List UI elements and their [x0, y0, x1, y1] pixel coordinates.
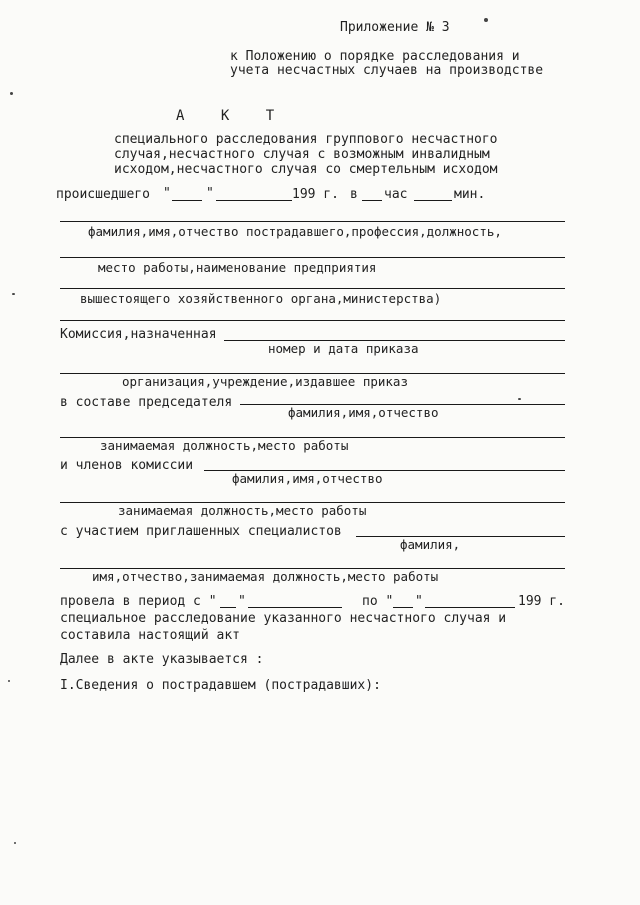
reference-line-2: учета несчастных случаев на производстве	[230, 63, 544, 78]
chairman-name-caption: фамилия,имя,отчество	[288, 405, 439, 420]
chairman-position-caption: занимаемая должность,место работы	[100, 438, 349, 453]
quote-close: "	[206, 186, 214, 201]
hour-blank[interactable]	[362, 200, 382, 201]
scan-speck	[10, 92, 13, 95]
hours-label: час	[384, 187, 408, 202]
minutes-label: мин.	[454, 187, 486, 202]
month-blank[interactable]	[216, 200, 292, 201]
commission-label: Комиссия,назначенная	[60, 327, 217, 342]
specialists-details-caption: имя,отчество,занимаемая должность,место работы	[92, 569, 439, 584]
period-year: 199 г.	[518, 594, 565, 609]
scan-speck	[12, 293, 15, 295]
ministry-line[interactable]	[60, 288, 565, 289]
title-line-3: исходом,несчастного случая со смертельным исходом	[114, 162, 498, 177]
period-start-day-blank[interactable]	[220, 607, 236, 608]
period-end-month-blank[interactable]	[425, 607, 515, 608]
appendix-label: Приложение № 3	[340, 20, 450, 35]
specialists-label: с участием приглашенных специалистов	[60, 524, 342, 539]
period-line-3: составила настоящий акт	[60, 628, 241, 643]
victim-name-line[interactable]	[60, 221, 565, 222]
scan-speck	[14, 842, 16, 844]
order-caption: номер и дата приказа	[268, 341, 419, 356]
reference-line-1: к Положению о порядке расследования и	[230, 49, 520, 64]
org-caption: организация,учреждение,издавшее приказ	[122, 374, 408, 389]
quote-open: "	[163, 186, 171, 201]
document-title: А К Т	[176, 108, 289, 124]
period-quote-1: "	[238, 594, 246, 609]
title-line-2: случая,несчастного случая с возможным инвалидным	[114, 147, 490, 162]
year-label: 199 г.	[292, 187, 339, 202]
workplace-line[interactable]	[60, 257, 565, 258]
specialists-name-caption: фамилия,	[400, 537, 461, 552]
title-line-1: специального расследования группового несчастного	[114, 132, 498, 147]
ministry-caption: вышестоящего хозяйственного органа,министерства)	[80, 291, 442, 306]
period-line-2: специальное расследование указанного несчастного случая и	[60, 611, 507, 626]
members-position-caption: занимаемая должность,место работы	[118, 503, 367, 518]
period-text: провела в период с "	[60, 594, 217, 609]
members-name-caption: фамилия,имя,отчество	[232, 471, 383, 486]
chairman-label: в составе председателя	[60, 395, 233, 410]
period-po: по "	[362, 594, 394, 609]
period-start-month-blank[interactable]	[248, 607, 342, 608]
minutes-blank[interactable]	[414, 200, 452, 201]
blank-line-a[interactable]	[60, 320, 565, 321]
incident-label: происшедшего	[56, 187, 150, 202]
members-label: и членов комиссии	[60, 458, 194, 473]
section-1-heading: I.Сведения о пострадавшем (пострадавших):	[60, 678, 381, 693]
day-blank[interactable]	[172, 200, 202, 201]
scan-speck	[518, 398, 521, 400]
period-quote-2: "	[415, 594, 423, 609]
further-text: Далее в акте указывается :	[60, 652, 264, 667]
specialists-name-line[interactable]	[356, 536, 565, 537]
period-end-day-blank[interactable]	[393, 607, 413, 608]
scan-speck	[8, 680, 10, 682]
ink-speck	[484, 18, 488, 22]
workplace-caption: место работы,наименование предприятия	[98, 260, 377, 275]
at-label: в	[350, 187, 358, 202]
victim-caption: фамилия,имя,отчество пострадавшего,профессия,должность,	[88, 224, 502, 239]
